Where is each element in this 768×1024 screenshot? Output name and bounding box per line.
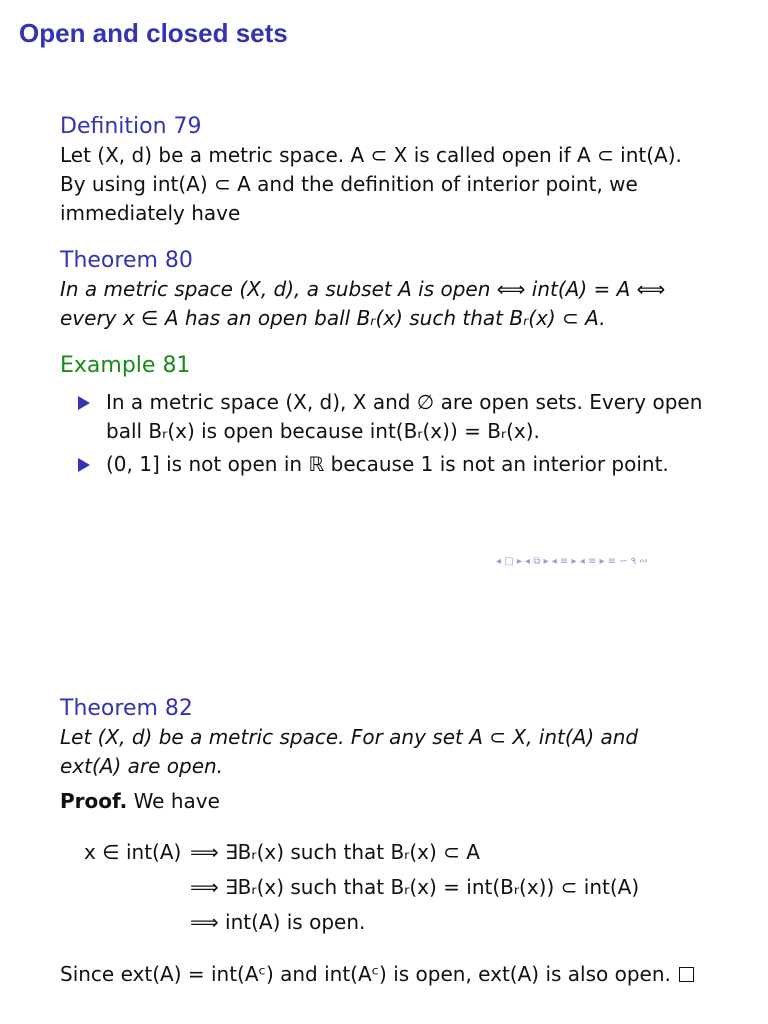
theorem-80-line-2: every x ∈ A has an open ball Bᵣ(x) such that Bᵣ(x) ⊂ A. [60,306,606,330]
example-item-text: (0, 1] is not open in ℝ because 1 is not an interior point. [106,452,669,476]
equation-line-1-rhs: ⟹ ∃Bᵣ(x) such that Bᵣ(x) ⊂ A [190,840,480,864]
example-list [60,388,720,479]
definition-line-1: Let (X, d) be a metric space. A ⊂ X is called open if A ⊂ int(A). [60,143,682,167]
equation-line-1-lhs: x ∈ int(A) [84,840,182,864]
proof-conclusion-text: Since ext(A) = int(Aᶜ) and int(Aᶜ) is open, ext(A) is also open. [60,962,671,986]
theorem-80-line-1: In a metric space (X, d), a subset A is open ⟺ int(A) = A ⟺ [60,277,666,301]
theorem-80-block [60,246,720,333]
frame-title: Open and closed sets [19,18,288,48]
theorem-82-block [60,694,720,781]
example-label: Example 81 [60,353,191,378]
bullet-triangle-icon [78,458,90,472]
theorem-80-label: Theorem 80 [60,248,193,273]
definition-block [60,112,720,228]
example-item-text: In a metric space (X, d), X and ∅ are open sets. Every open ball Bᵣ(x) is open because int(Bᵣ(x)) = Bᵣ(x). [106,390,703,443]
qed-square-icon [679,967,694,982]
equation-line-2-rhs: ⟹ ∃Bᵣ(x) such that Bᵣ(x) = int(Bᵣ(x)) ⊂ int(A) [190,875,640,899]
slide-2 [0,512,768,1024]
definition-line-2: By using int(A) ⊂ A and the definition of interior point, we [60,172,638,196]
equation-line-3-rhs: ⟹ int(A) is open. [190,910,366,934]
bullet-triangle-icon [78,396,90,410]
example-block [60,351,720,483]
proof-intro-text: We have [133,789,220,813]
example-item [60,388,720,446]
example-item [60,450,720,479]
proof-intro [60,787,720,816]
beamer-navigation-bar[interactable]: ◂ □ ▸ ◂ ⧉ ▸ ◂ ≡ ▸ ◂ ≡ ▸ ≡ ∽ ۹ ∾ [496,556,648,567]
definition-label: Definition 79 [60,114,202,139]
proof-conclusion [60,960,740,989]
theorem-82-line-1: Let (X, d) be a metric space. For any set A ⊂ X, int(A) and [60,725,639,749]
theorem-82-line-2: ext(A) are open. [60,754,224,778]
proof-label: Proof. [60,789,128,813]
theorem-82-label: Theorem 82 [60,696,193,721]
definition-line-3: immediately have [60,201,241,225]
